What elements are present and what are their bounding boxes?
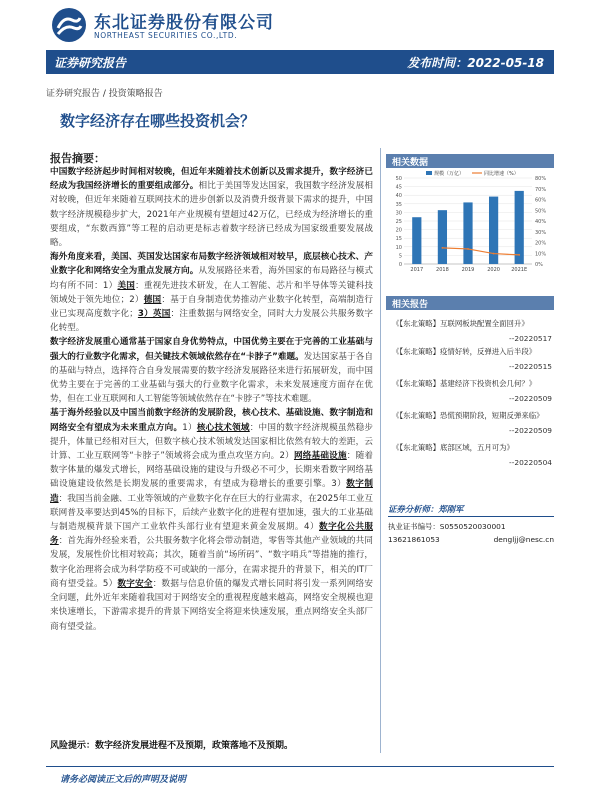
p4-text: ：随着数字体量的爆发式增长，网络基础设施的建设与升级必不可少，长期来看数字网络基础设施建设依然是长期发展的重要需求，有望成为稳增长的重要引擎。3） — [50, 451, 373, 490]
report-date: --20220509 — [509, 394, 552, 403]
report-title[interactable]: 《【东北策略】底部区域，五月可为》 — [392, 443, 514, 452]
keyword-public-service: 数字化公共服务 — [50, 522, 373, 547]
footer-disclaimer: 请务必阅读正文后的声明及说明 — [60, 775, 187, 785]
y-right-tick-label: 10% — [535, 251, 547, 258]
keyword-us: 美国 — [117, 280, 136, 291]
report-title[interactable]: 《【东北策略】恐慌预期阶段，短期反弹来临》 — [392, 411, 544, 420]
report-title[interactable]: 《【东北策略】疫情好转，反弹进入后半段》 — [392, 347, 537, 356]
y-left-tick-label: 25 — [395, 219, 402, 225]
related-report-item[interactable] — [392, 378, 552, 403]
bar — [515, 191, 524, 264]
y-right-tick-label: 70% — [535, 186, 547, 193]
y-right-tick-label: 30% — [535, 229, 547, 236]
x-tick-label: 2017 — [410, 267, 424, 273]
company-name-cn: 东北证券股份有限公司 — [94, 13, 274, 33]
paragraph-3 — [50, 335, 373, 406]
legend-label: 规模（万亿） — [434, 171, 465, 177]
y-left-tick-label: 40 — [395, 193, 402, 200]
y-left-tick-label: 35 — [395, 201, 402, 208]
line-point — [442, 247, 444, 249]
column-divider — [380, 148, 381, 753]
banner-report-type: 证券研究报告 — [54, 56, 127, 70]
p4-text: ：中国的数字经济规模虽然稳步提升，体量已经相对巨大，但数字核心技术领域发达国家相比依然有较大的差距，云计算、工业互联网等“卡脖子”领域将会成为重点攻坚方向。2） — [50, 422, 373, 462]
line-point — [493, 253, 495, 255]
digital-economy-chart — [386, 170, 554, 278]
keyword-core-tech: 核心技术领域 — [196, 422, 250, 433]
report-date: --20220504 — [509, 458, 552, 467]
breadcrumb: 证券研究报告 / 投资策略报告 — [46, 89, 163, 99]
keyword-manufacturing: 数字制造 — [50, 479, 373, 504]
p2-text: ：注重数据与网络安全，同时大力发展公共服务数字化转型。 — [50, 309, 373, 334]
growth-line — [442, 248, 519, 255]
y-right-tick-label: 20% — [535, 240, 547, 247]
paragraph-2 — [50, 250, 373, 335]
p2-text: ：重视先进技术研发，在人工智能、芯片和半导体等关键科技领域处于领先地位；2） — [50, 280, 373, 305]
y-right-tick-label: 60% — [535, 197, 547, 204]
y-left-tick-label: 45 — [395, 184, 402, 191]
legend-bar-swatch — [426, 171, 432, 175]
analyst-phone: 13621861053 — [388, 535, 440, 544]
summary-body — [50, 165, 373, 634]
p4-text: 1） — [182, 422, 197, 433]
x-tick-label: 2018 — [436, 267, 449, 273]
x-tick-label: 2019 — [461, 267, 475, 273]
bar — [463, 202, 472, 264]
y-right-tick-label: 80% — [535, 176, 547, 182]
report-title[interactable]: 《【东北策略】基建经济下投资机会几何？》 — [392, 379, 537, 388]
report-title[interactable]: 《【东北策略】互联网板块配置全面回升》 — [392, 319, 529, 328]
report-date: --20220515 — [509, 362, 552, 371]
p3-lead: 数字经济发展重心通常基于国家自身优势特点，中国优势主要在于完善的工业基础与强大的行业数字化需求，但关键技术领域依然存在“卡脖子”难题。 — [50, 337, 373, 362]
page-title: 数字经济存在哪些投资机会？ — [60, 112, 256, 130]
footer-divider — [46, 766, 554, 767]
y-left-tick-label: 50 — [395, 176, 402, 182]
analyst-label: 证券分析师： — [388, 504, 439, 514]
p2-text: 从发展路径来看，海外国家的布局路径与模式均有所不同：1） — [50, 266, 373, 291]
x-tick-label: 2020 — [487, 267, 500, 273]
p1-lead: 中国数字经济起步时间相对较晚，但近年来随着技术创新以及需求提升，数字经济已经成为我国经济增长的重要组成部分。 — [50, 167, 373, 192]
company-name-en: NORTHEAST SECURITIES CO.,LTD. — [94, 31, 238, 40]
y-left-tick-label: 20 — [395, 227, 402, 234]
related-data-title: 相关数据 — [392, 158, 429, 168]
related-report-item[interactable] — [392, 318, 552, 343]
p4-text: ：首先海外经验来看，公共服务数字化将会带动制造，零售等其他产业领域的共同发展，发展性价比相对较高；其次，随着当前“场所码”、“数字哨兵”等措施的推行，数字化治理将会成为科学防疫不可或缺的一部分，在需求提升的背景下，相关的IT厂商有望受益。5） — [50, 536, 373, 589]
keyword-security: 数字安全 — [117, 578, 153, 589]
banner-publish-date: 发布时间：2022-05-18 — [407, 56, 544, 70]
y-left-tick-label: 0 — [398, 262, 402, 268]
keyword-de: 德国 — [143, 294, 162, 305]
related-reports-title: 相关报告 — [392, 300, 429, 310]
related-reports-header — [386, 296, 554, 310]
license-number: S0550520030001 — [439, 522, 506, 531]
analyst-name-line — [388, 503, 554, 517]
legend-label: 同比增速（%） — [484, 171, 519, 177]
p4-lead: 基于海外经验以及中国当前数字经济的发展阶段，核心技术、基础设施、数字制造和网络安全有望成为未来重点方向。 — [50, 408, 373, 433]
p1-text: 相比于美国等发达国家，我国数字经济发展相对较晚，但近年来随着互联网技术的进步创新以及消费升级背景下需求的提升，中国数字经济规模稳步扩大，2021年产业规模有望超过42万亿，已经成为经济增长的重要组成，“东数西算”等工程的启动更是标志着数字经济已经成为国家级重要发展战略。 — [50, 181, 373, 249]
analyst-info — [388, 503, 554, 544]
line-point — [518, 254, 520, 256]
contact-line — [388, 535, 554, 544]
paragraph-4 — [50, 406, 373, 633]
header-banner — [46, 50, 554, 74]
paragraph-1 — [50, 165, 373, 250]
company-logo — [52, 6, 274, 50]
keyword-infrastructure: 网络基础设施 — [293, 451, 347, 462]
related-report-item[interactable] — [392, 346, 552, 371]
p4-text: ：我国当前金融、工业等领域的产业数字化存在巨大的行业需求，在2025年工业互联网普及率要达到45%的目标下，后续产业数字化的进程有望加速，强大的工业基础与制造规模背景下国产工业软件头部行业有望迎来黄金发展期。4） — [50, 493, 373, 533]
report-date: --20220517 — [509, 334, 552, 343]
p4-text: ：数据与信息价值的爆发式增长同时将引发一系列网络安全问题，此外近年来随着我国对于网络安全的重视程度越来越高，网络安全规模也迎来快速增长，下游需求提升的背景下网络安全将迎来快速发展，重点网络安全头部厂商有望受益。 — [50, 578, 373, 632]
logo-emblem-icon — [52, 8, 86, 42]
y-left-tick-label: 10 — [395, 244, 402, 251]
bar — [438, 210, 447, 264]
y-right-tick-label: 50% — [535, 208, 547, 215]
line-point — [467, 248, 469, 250]
y-right-tick-label: 40% — [535, 219, 547, 225]
related-data-header — [386, 154, 554, 168]
y-right-tick-label: 0% — [535, 262, 543, 268]
license-label: 执业证书编号： — [388, 522, 440, 531]
analyst-email[interactable]: dengljj@nesc.cn — [493, 535, 554, 544]
risk-warning: 风险提示：数字经济发展进程不及预期，政策落地不及预期。 — [50, 741, 294, 751]
p2-text: ：基于自身制造优势推动产业数字化转型，高端制造行业已实现高度数字化； — [50, 294, 373, 320]
analyst-name: 郑刚军 — [438, 504, 464, 514]
y-left-tick-label: 30 — [395, 210, 402, 217]
y-left-tick-label: 5 — [398, 253, 402, 260]
related-report-item[interactable] — [392, 442, 552, 467]
report-date: --20220509 — [509, 426, 552, 435]
summary-title: 报告摘要： — [50, 152, 105, 165]
x-tick-label: 2021E — [511, 267, 528, 273]
license-line — [388, 521, 554, 532]
keyword-uk: 3）英国 — [137, 309, 171, 320]
related-report-item[interactable] — [392, 410, 552, 435]
bar — [412, 217, 421, 264]
p2-lead: 海外角度来看，美国、英国发达国家布局数字经济领域相对较早，底层核心技术、产业数字化和网络安全为重点发展方向。 — [50, 252, 373, 277]
y-left-tick-label: 15 — [395, 236, 402, 243]
p3-text: 发达国家基于各自的基础与特点，选择符合自身发展需要的数字经济发展路径来进行拓展研发，而中国优势主要在于完善的工业基础与强大的行业数字化需求，未来发展速度方面存在优势，但在工业互联网和人工智能等领域依然存在“卡脖子”等技术难题。 — [50, 351, 373, 405]
